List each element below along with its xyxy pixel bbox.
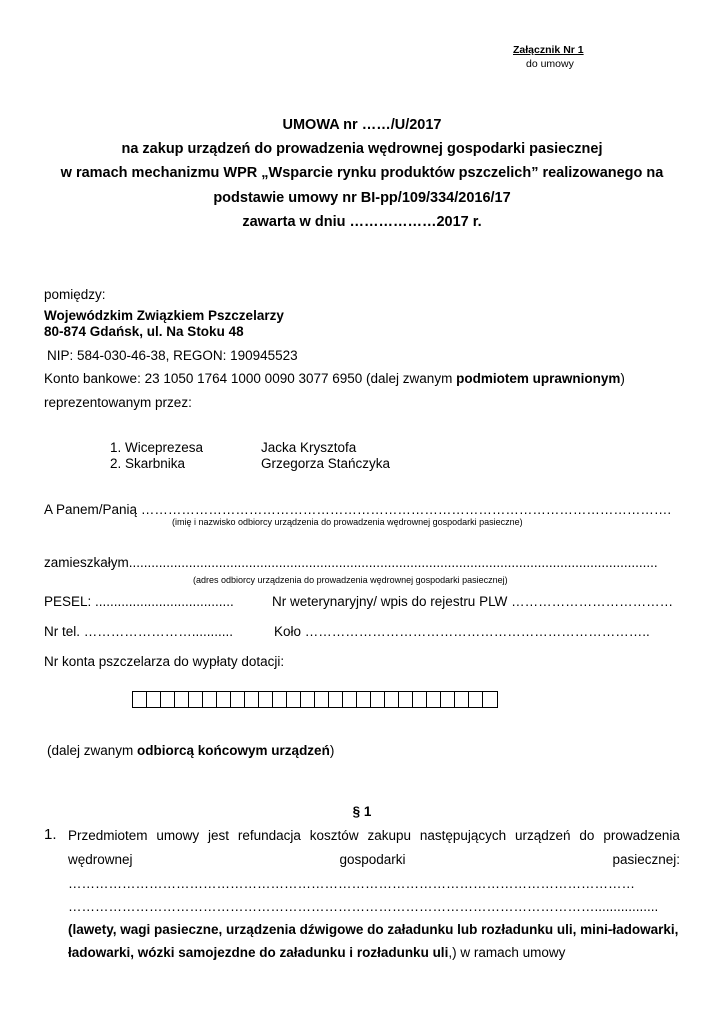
contract-basis: podstawie umowy nr BI-pp/109/334/2016/17 [213, 190, 511, 206]
account-digit-cell[interactable] [189, 692, 203, 707]
clause-word: kosztów [309, 828, 359, 843]
account-digit-cell[interactable] [175, 692, 189, 707]
clause-word: refundacja [237, 828, 301, 843]
devices-field-2[interactable]: ………………………………………………………………………………………………………................. [68, 899, 659, 914]
recipient-definition-close: ) [329, 743, 335, 758]
rep-role-2: 2. Skarbnika [110, 456, 186, 471]
section-heading: § 1 [352, 804, 372, 819]
account-digit-cell[interactable] [133, 692, 147, 707]
beekeeper-account-grid[interactable] [132, 691, 498, 708]
account-digit-cell[interactable] [399, 692, 413, 707]
rep-name-2: Grzegorza Stańczyka [261, 456, 391, 471]
account-digit-cell[interactable] [259, 692, 273, 707]
account-digit-cell[interactable] [287, 692, 301, 707]
recipient-name-field[interactable]: A Panem/Panią ………………………………………………………………………………………………………. [44, 502, 672, 517]
vet-number-field[interactable]: Nr weterynaryjny/ wpis do rejestru PLW ……………………………… [272, 594, 674, 609]
clause-word: jest [208, 828, 230, 843]
account-digit-cell[interactable] [371, 692, 385, 707]
clause-word: do [579, 828, 595, 843]
account-digit-cell[interactable] [217, 692, 231, 707]
clause-word: następujących [419, 828, 507, 843]
annex-subtitle: do umowy [526, 58, 574, 70]
devices-list-suffix: ,) w ramach umowy [448, 945, 566, 960]
rep-name-1: Jacka Krysztofa [261, 440, 357, 455]
account-digit-cell[interactable] [203, 692, 217, 707]
org-name: Wojewódzkim Związkiem Pszczelarzy [44, 308, 284, 323]
account-digit-cell[interactable] [385, 692, 399, 707]
devices-list-bold: ładowarki, wózki samojezdne do załadunku i rozładunku uli [68, 945, 449, 960]
account-digit-cell[interactable] [343, 692, 357, 707]
clause-text-line-1 [68, 828, 680, 843]
devices-list-line-1: (lawety, wagi pasieczne, urządzenia dźwigowe do załadunku lub rozładunku uli, mini-ładowarki, [68, 922, 679, 937]
account-digit-cell[interactable] [469, 692, 483, 707]
clause-word: wędrownej [68, 852, 133, 867]
clause-word: urządzeń [515, 828, 571, 843]
between-label: pomiędzy: [44, 287, 106, 302]
account-digit-cell[interactable] [147, 692, 161, 707]
entitled-entity-label: podmiotem uprawnionym [456, 371, 621, 386]
address-caption: (adres odbiorcy urządzenia do prowadzenia wędrownej gospodarki pasiecznej) [193, 575, 508, 585]
account-digit-cell[interactable] [413, 692, 427, 707]
contract-subject: na zakup urządzeń do prowadzenia wędrownej gospodarki pasiecznej [121, 141, 603, 157]
pesel-field[interactable]: PESEL: ..................................... [44, 594, 234, 609]
account-digit-cell[interactable] [357, 692, 371, 707]
account-digit-cell[interactable] [273, 692, 287, 707]
account-digit-cell[interactable] [329, 692, 343, 707]
annex-title: Załącznik Nr 1 [513, 44, 584, 56]
rep-role-1: 1. Wiceprezesa [110, 440, 204, 455]
circle-field[interactable]: Koło ………………………………………………………………….. [274, 624, 650, 639]
nip-regon: NIP: 584-030-46-38, REGON: 190945523 [47, 348, 298, 363]
beekeeper-account-label: Nr konta pszczelarza do wypłaty dotacji: [44, 654, 285, 669]
bank-account-text: Konto bankowe: 23 1050 1764 1000 0090 3077 6950 (dalej zwanym [44, 371, 457, 386]
clause-number: 1. [44, 826, 57, 843]
recipient-definition [47, 743, 334, 758]
account-digit-cell[interactable] [315, 692, 329, 707]
clause-text-line-2 [68, 852, 680, 867]
contract-number: UMOWA nr ……/U/2017 [282, 117, 442, 133]
bank-account [44, 371, 625, 386]
address-field[interactable]: zamieszkałym............................................................................................................................................. [44, 555, 658, 570]
phone-field[interactable]: Nr tel. ……………………........... [44, 624, 234, 639]
contract-mechanism: w ramach mechanizmu WPR „Wsparcie rynku produktów pszczelich” realizowanego na [60, 165, 664, 181]
clause-word: prowadzenia [603, 828, 680, 843]
end-recipient-label: odbiorcą końcowym urządzeń [137, 743, 330, 758]
org-address: 80-874 Gdańsk, ul. Na Stoku 48 [44, 324, 244, 339]
account-digit-cell[interactable] [441, 692, 455, 707]
recipient-definition-text: (dalej zwanym [47, 743, 138, 758]
account-digit-cell[interactable] [455, 692, 469, 707]
account-digit-cell[interactable] [161, 692, 175, 707]
account-digit-cell[interactable] [483, 692, 497, 707]
account-digit-cell[interactable] [301, 692, 315, 707]
account-digit-cell[interactable] [245, 692, 259, 707]
clause-word: pasiecznej: [612, 852, 680, 867]
contract-date: zawarta w dniu ………………2017 r. [242, 214, 482, 230]
bank-account-close: ) [620, 371, 625, 386]
account-digit-cell[interactable] [427, 692, 441, 707]
clause-word: gospodarki [339, 852, 406, 867]
clause-word: zakupu [367, 828, 411, 843]
devices-list-line-2 [68, 945, 565, 960]
clause-word: Przedmiotem [68, 828, 148, 843]
recipient-name-caption: (imię i nazwisko odbiorcy urządzenia do prowadzenia wędrownej gospodarki pasieczne) [172, 517, 523, 527]
clause-word: umowy [156, 828, 200, 843]
account-digit-cell[interactable] [231, 692, 245, 707]
represented-by-label: reprezentowanym przez: [44, 395, 192, 410]
devices-field-1[interactable]: ……………………………………………………………………………………………………………… [68, 876, 635, 891]
